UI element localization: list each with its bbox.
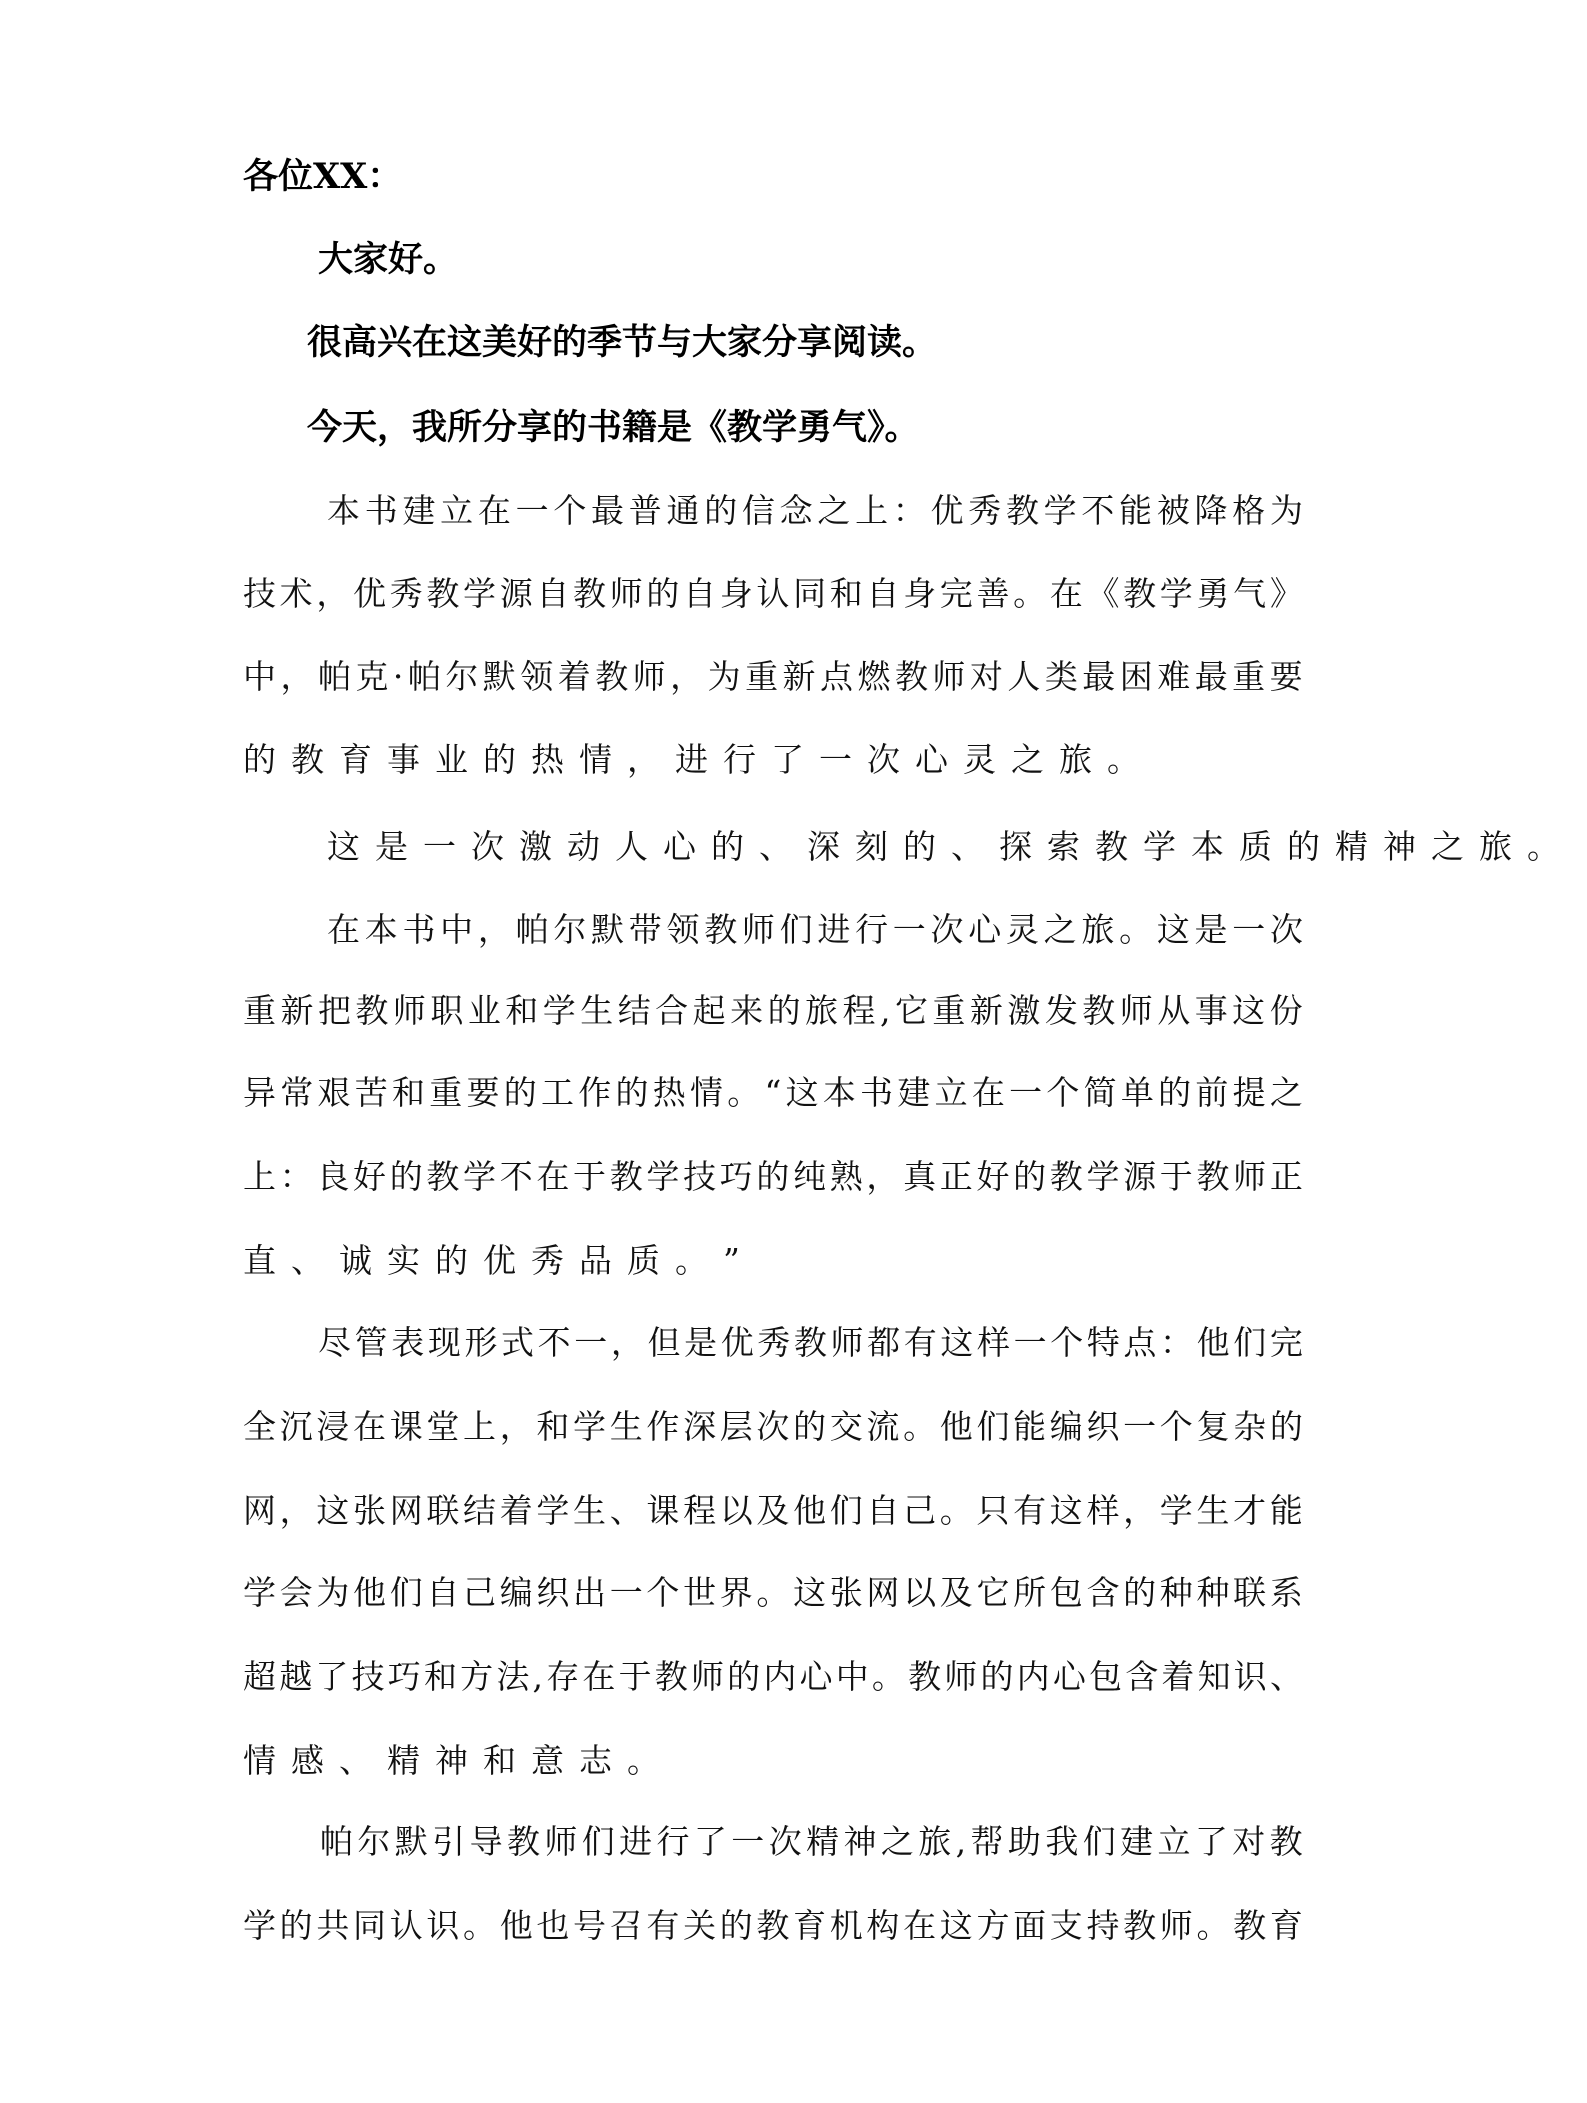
text-line: 在 本 书 中 ， 帕 尔 默 带 领 教 师 们 进 行 一 次 心 灵 之 旅 。 这 是 一 次 bbox=[327, 910, 1303, 949]
text-line: 超 越 了 技 巧 和 方 法 , 存 在 于 教 师 的 内 心 中 。 教 师 的 内 心 包 含 着 知 识 、 bbox=[243, 1657, 1303, 1696]
text-line: 大家好。 bbox=[318, 239, 459, 280]
text-line: 重 新 把 教 师 职 业 和 学 生 结 合 起 来 的 旅 程 , 它 重 新 激 发 教 师 从 事 这 份 bbox=[243, 991, 1303, 1030]
text-line: 的 教 育 事 业 的 热 情 ， 进 行 了 一 次 心 灵 之 旅 。 bbox=[243, 740, 1140, 779]
text-line: 今天，我所分享的书籍是《教学勇气》。 bbox=[307, 407, 920, 448]
text-line: 上 ： 良 好 的 教 学 不 在 于 教 学 技 巧 的 纯 熟 ， 真 正 好 的 教 学 源 于 教 师 正 bbox=[243, 1157, 1303, 1196]
text-line: 情 感 、 精 神 和 意 志 。 bbox=[243, 1741, 660, 1780]
salutation-line: 各位XX： bbox=[243, 156, 403, 197]
text-line: 学 会 为 他 们 自 己 编 织 出 一 个 世 界 。 这 张 网 以 及 它 所 包 含 的 种 种 联 系 bbox=[243, 1573, 1303, 1612]
text-line: 直 、 诚 实 的 优 秀 品 质 。 ” bbox=[243, 1241, 740, 1280]
text-line: 中 ， 帕 克 · 帕 尔 默 领 着 教 师 ， 为 重 新 点 燃 教 师 对 人 类 最 困 难 最 重 要 bbox=[243, 657, 1303, 696]
text-line: 很高兴在这美好的季节与大家分享阅读。 bbox=[307, 322, 938, 363]
text-line: 异 常 艰 苦 和 重 要 的 工 作 的 热 情 。 “ 这 本 书 建 立 在 一 个 简 单 的 前 提 之 bbox=[243, 1073, 1303, 1112]
text-line: 全 沉 浸 在 课 堂 上 ， 和 学 生 作 深 层 次 的 交 流 。 他 们 能 编 织 一 个 复 杂 的 bbox=[243, 1407, 1303, 1446]
text-line: 本 书 建 立 在 一 个 最 普 通 的 信 念 之 上 ： 优 秀 教 学 不 能 被 降 格 为 bbox=[327, 491, 1303, 530]
text-line: 帕 尔 默 引 导 教 师 们 进 行 了 一 次 精 神 之 旅 , 帮 助 我 们 建 立 了 对 教 bbox=[320, 1822, 1303, 1861]
text-line: 尽 管 表 现 形 式 不 一 ， 但 是 优 秀 教 师 都 有 这 样 一 个 特 点 ： 他 们 完 bbox=[318, 1323, 1303, 1362]
text-line: 技 术 ， 优 秀 教 学 源 自 教 师 的 自 身 认 同 和 自 身 完 善 。 在 《 教 学 勇 气 》 bbox=[243, 574, 1303, 613]
text-line: 这 是 一 次 激 动 人 心 的 、 深 刻 的 、 探 索 教 学 本 质 的 精 神 之 旅 。 bbox=[327, 827, 1560, 866]
text-line: 学 的 共 同 认 识 。 他 也 号 召 有 关 的 教 育 机 构 在 这 方 面 支 持 教 师 。 教 育 bbox=[243, 1906, 1303, 1945]
text-line: 网 ， 这 张 网 联 结 着 学 生 、 课 程 以 及 他 们 自 己 。 只 有 这 样 ， 学 生 才 能 bbox=[243, 1491, 1303, 1530]
